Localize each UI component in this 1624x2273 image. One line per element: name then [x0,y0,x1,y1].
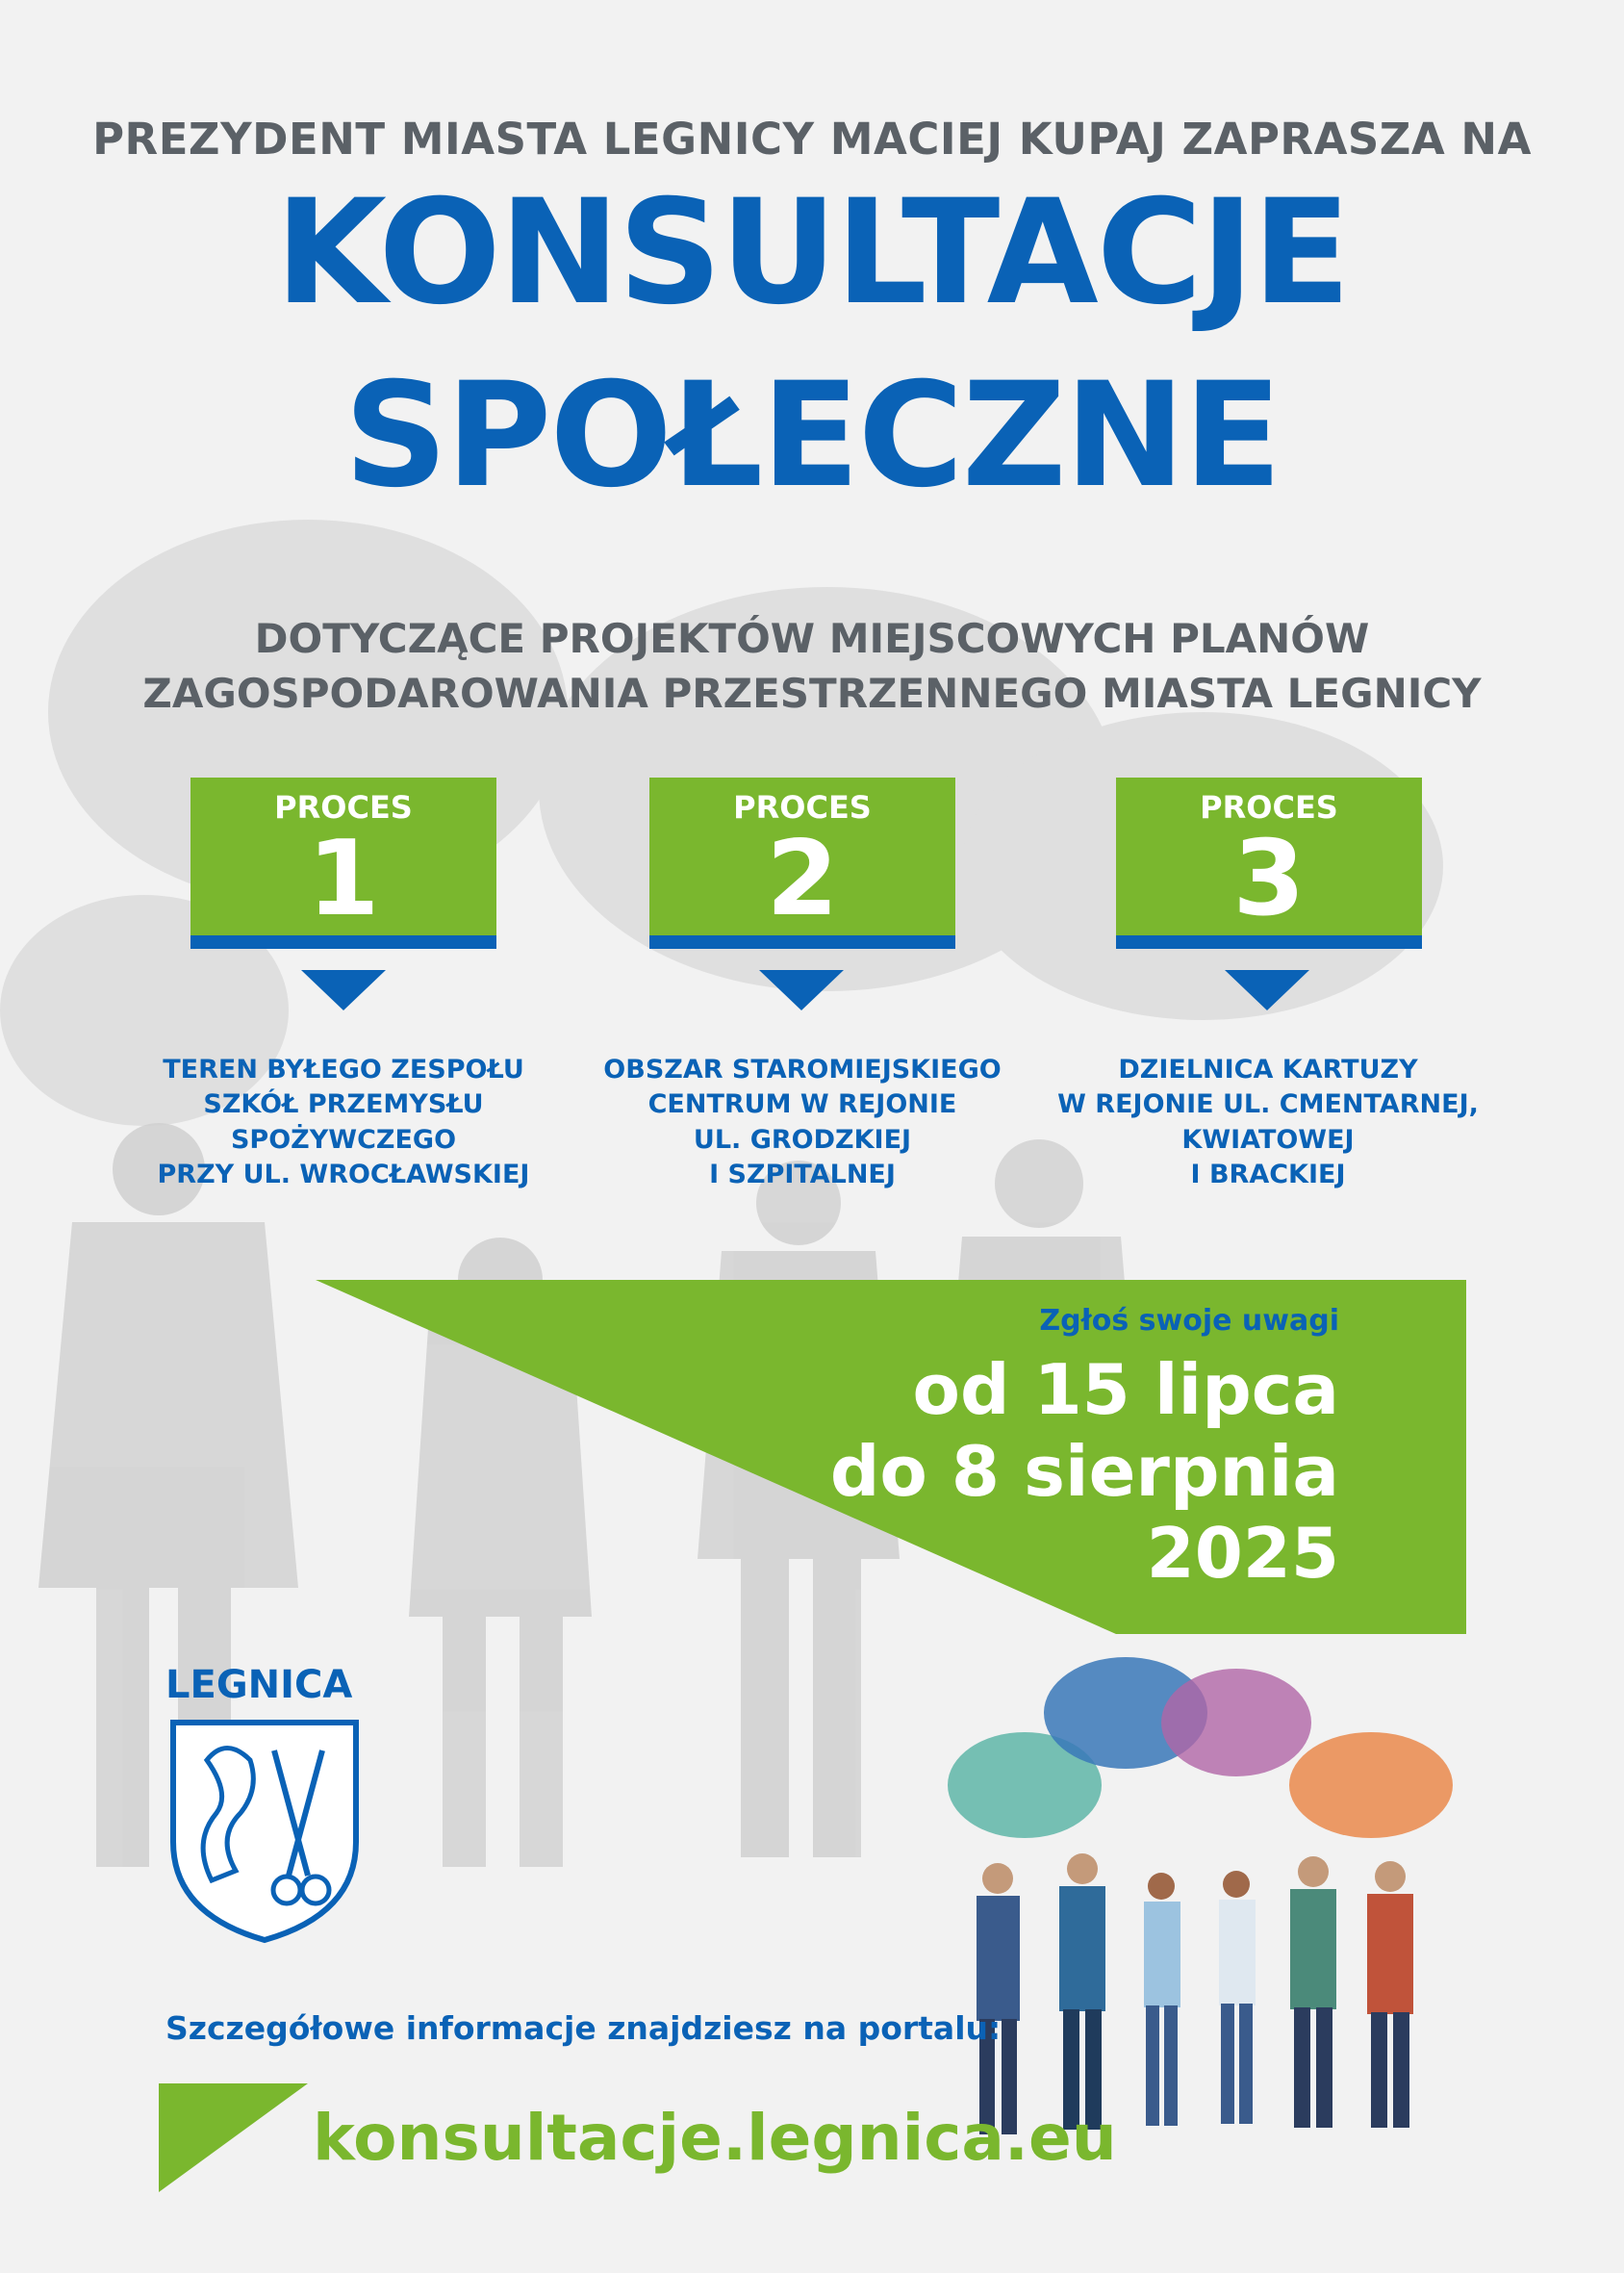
process-1-line: SPOŻYWCZEGO [230,1124,457,1155]
page-title-line2: SPOŁECZNE [343,352,1281,520]
logo-city-name: LEGNICA [165,1663,353,1707]
process-2-line: CENTRUM W REJONIE [647,1089,957,1120]
date-call: Zgłoś swoje uwagi [1039,1304,1339,1338]
process-1-label: PROCES [274,789,413,826]
portal-link[interactable]: konsultacje.legnica.eu [313,2101,1117,2175]
process-3-number: 3 [1232,819,1306,939]
process-3-line: W REJONIE UL. CMENTARNEJ, [1057,1089,1479,1120]
process-3-line: DZIELNICA KARTUZY [1118,1055,1418,1085]
process-2-number: 2 [766,819,839,939]
page-title-line1: KONSULTACJE [274,169,1350,337]
process-3-line: I BRACKIEJ [1190,1160,1346,1190]
process-1-line: PRZY UL. WROCŁAWSKIEJ [157,1160,530,1190]
process-3-label: PROCES [1200,789,1338,826]
info-text: Szczegółowe informacje znajdziesz na portalu: [165,2009,1002,2047]
date-year: 2025 [1146,1513,1339,1594]
invite-line: PREZYDENT MIASTA LEGNICY MACIEJ KUPAJ ZAPRASZA NA [92,114,1532,165]
date-to: do 8 sierpnia [829,1431,1339,1512]
date-from: od 15 lipca [912,1349,1339,1430]
subtitle-line1: DOTYCZĄCE PROJEKTÓW MIEJSCOWYCH PLANÓW [254,615,1370,662]
process-2-line: UL. GRODZKIEJ [693,1124,912,1155]
process-2-line: I SZPITALNEJ [709,1160,896,1190]
people-illustration [948,1655,1462,2156]
process-1-line: SZKÓŁ PRZEMYSŁU [203,1089,484,1120]
process-2-line: OBSZAR STAROMIEJSKIEGO [603,1055,1002,1085]
subtitle-line2: ZAGOSPODAROWANIA PRZESTRZENNEGO MIASTA LEGNICY [142,669,1482,717]
url-arrow-icon [159,2083,308,2192]
process-1-number: 1 [307,819,380,939]
process-2-label: PROCES [733,789,872,826]
coat-of-arms-icon [164,1717,366,1944]
process-1-line: TEREN BYŁEGO ZESPOŁU [163,1055,524,1085]
process-3-line: KWIATOWEJ [1181,1124,1355,1155]
